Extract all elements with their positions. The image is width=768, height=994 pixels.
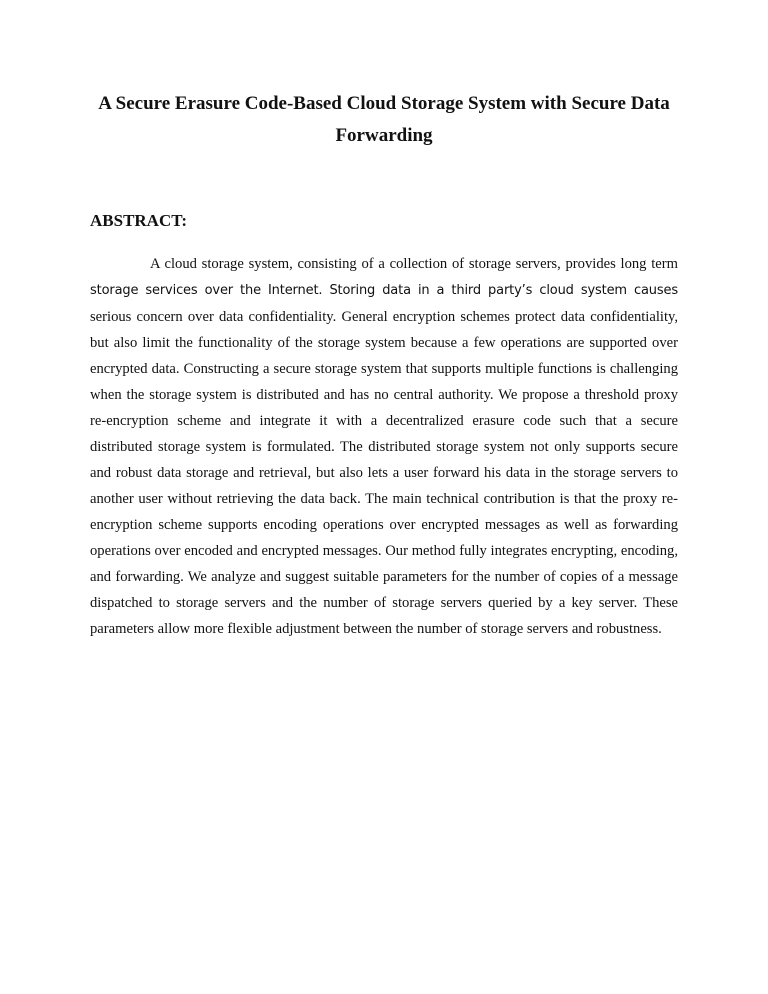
abstract-paragraph — [90, 251, 678, 642]
abstract-text-segment: A cloud storage system, consisting of a collection of storage servers, provides long term — [150, 256, 678, 272]
paper-title: A Secure Erasure Code-Based Cloud Storage System with Secure Data Forwarding — [98, 93, 670, 146]
abstract-text-segment-alt-font: storage services over the Internet. Storing data in a third party’s cloud system causes — [90, 283, 678, 298]
abstract-heading: ABSTRACT: — [90, 211, 187, 230]
abstract-text-segment: serious concern over data confidentiality. General encryption schemes protect data confidentiality, but also limit the functionality of the storage system because a few operations are supported over encrypted data. Constructing a secure storage system that supports multiple functions is challenging when the storage system is distributed and has no central authority. We propose a threshold proxy re-encryption scheme and integrate it with a decentralized erasure code such that a secure distributed storage system is formulated. The distributed storage system not only supports secure and robust data storage and retrieval, but also lets a user forward his data in the storage servers to another user without retrieving the data back. The main technical contribution is that the proxy re-encryption scheme supports encoding operations over encrypted messages as well as forwarding operations over encoded and encrypted messages. Our method fully integrates encrypting, encoding, and forwarding. We analyze and suggest suitable parameters for the number of copies of a message dispatched to storage servers and the number of storage servers queried by a key server. These parameters allow more flexible adjustment between the number of storage servers and robustness. — [90, 309, 678, 637]
